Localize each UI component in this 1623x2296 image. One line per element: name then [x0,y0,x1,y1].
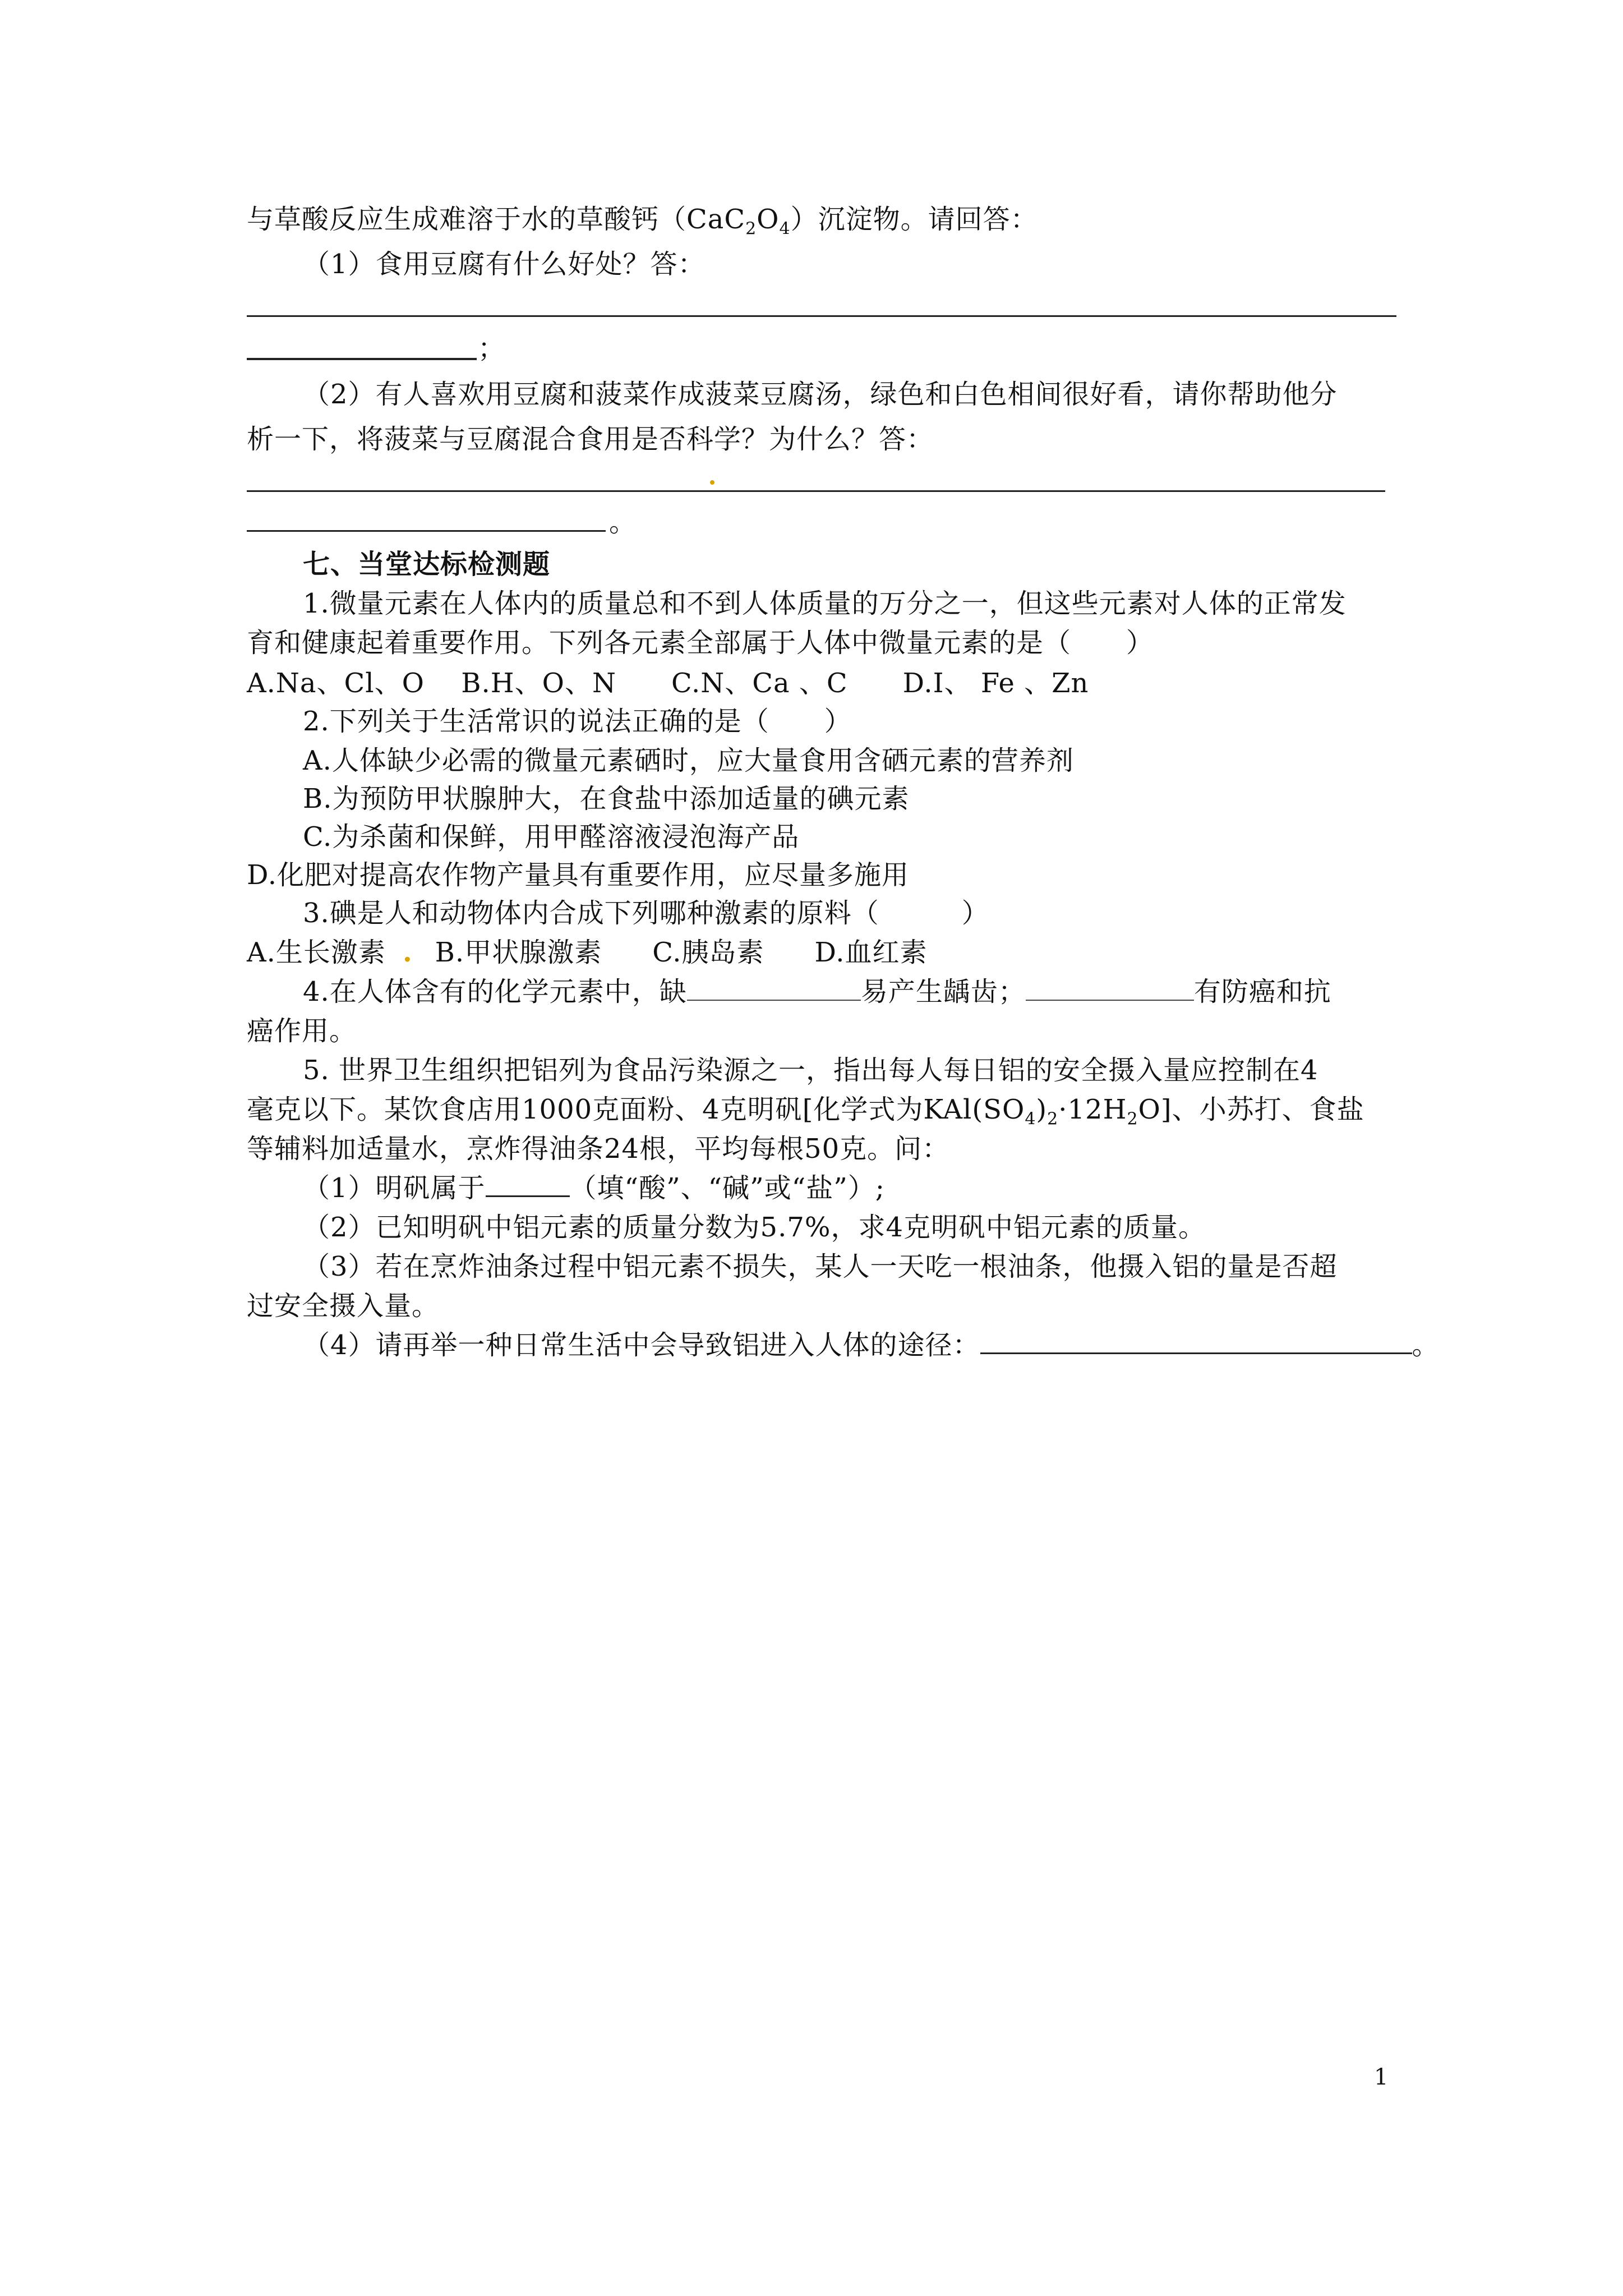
problem-5-q1-text: （填“酸”、“碱”或“盐”）; [569,1172,885,1204]
subscript: 2 [1047,1109,1059,1129]
question-2-line-2: 析一下，将菠菜与豆腐混合食用是否科学？为什么？答： [247,424,934,455]
problem-4-line-1 [303,974,1331,1009]
problem-5-line-1: 5. 世界卫生组织把铝列为食品污染源之一，指出每人每日铝的安全摄入量应控制在4 [303,1055,1318,1086]
problem-3-options [247,935,928,970]
question-2-line-1: （2）有人喜欢用豆腐和菠菜作成菠菜豆腐汤，绿色和白色相间很好看，请你帮助他分 [303,379,1338,410]
answer-line-1b[interactable] [247,358,477,360]
problem-4-text: 易产生龋齿； [860,976,1026,1007]
problem-5-text: O]、小苏打、食盐 [1138,1094,1364,1125]
subscript: 2 [1127,1109,1138,1129]
problem-5-q2: （2）已知明矾中铝元素的质量分数为5.7%，求4克明矾中铝元素的质量。 [303,1212,1206,1243]
problem-3-stem: 3.碘是人和动物体内合成下列哪种激素的原料（ ） [303,898,989,929]
problem-5-q1 [303,1171,885,1205]
option-d: D.血红素 [814,937,928,968]
problem-1-line-1: 1.微量元素在人体内的质量总和不到人体质量的万分之一，但这些元素对人体的正常发 [303,588,1347,619]
blank-alum-type[interactable] [486,1171,570,1197]
problem-5-text: ·12H [1058,1094,1127,1125]
option-a: A.生长激素 [247,937,386,968]
problem-2-stem: 2.下列关于生活常识的说法正确的是（ ） [303,706,852,737]
answer-line-2b[interactable] [247,530,606,532]
problem-2-option-c: C.为杀菌和保鲜，用甲醛溶液浸泡海产品 [303,821,800,853]
problem-5-text: 毫克以下。某饮食店用1000克面粉、4克明矾[化学式为KAl(SO [247,1094,1025,1125]
question-1: （1）食用豆腐有什么好处？答： [303,249,706,280]
problem-5-text: ) [1036,1094,1048,1125]
problem-4-text: 有防癌和抗 [1193,976,1331,1007]
subscript: 4 [779,219,791,239]
answer-line-2[interactable] [247,490,1385,492]
problem-1-options: A.Na、Cl、O B.H、O、N C.N、Ca 、C D.I、 Fe 、Zn [247,668,1089,699]
subscript: 2 [745,219,757,239]
problem-4-line-2: 癌作用。 [247,1015,357,1047]
section-heading: 七、当堂达标检测题 [303,549,551,580]
option-b: B.甲状腺激素 [435,937,602,968]
subscript: 4 [1025,1109,1036,1129]
intro-line [247,202,1038,247]
intro-text: 与草酸反应生成难溶于水的草酸钙（CaC [247,204,746,235]
problem-2-option-b: B.为预防甲状腺肿大，在食盐中添加适量的碘元素 [303,783,910,815]
answer-line-1[interactable] [247,315,1396,317]
problem-5-line-2 [247,1092,1364,1137]
problem-5-q4-text: （4）请再举一种日常生活中会导致铝进入人体的途径： [303,1329,980,1361]
blank-aluminum-route[interactable] [980,1328,1412,1354]
problem-5-q3-line-2: 过安全摄入量。 [247,1290,440,1322]
period: 。 [1412,1329,1440,1361]
period: 。 [609,507,637,538]
stray-mark: . [402,937,413,968]
problem-2-option-d: D.化肥对提高农作物产量具有重要作用，应尽量多施用 [247,859,910,891]
stray-mark [710,480,714,485]
blank-1[interactable] [687,975,861,1001]
problem-5-q1-text: （1）明矾属于 [303,1172,486,1204]
problem-1-line-2: 育和健康起着重要作用。下列各元素全部属于人体中微量元素的是（ ） [247,627,1154,659]
problem-5-line-3: 等辅料加适量水，烹炸得油条24根，平均每根50克。问： [247,1133,950,1165]
problem-5-q4 [303,1328,1440,1363]
blank-2[interactable] [1026,975,1194,1001]
problem-2-option-a: A.人体缺少必需的微量元素硒时，应大量食用含硒元素的营养剂 [303,745,1074,776]
problem-4-text: 4.在人体含有的化学元素中，缺 [303,976,687,1007]
semicolon: ； [478,333,506,364]
intro-text: O [757,204,780,235]
problem-5-q3-line-1: （3）若在烹炸油条过程中铝元素不损失，某人一天吃一根油条，他摄入铝的量是否超 [303,1251,1338,1282]
option-c: C.胰岛素 [652,937,764,968]
page-number: 1 [1374,2064,1389,2090]
intro-text: ）沉淀物。请回答： [790,204,1038,235]
